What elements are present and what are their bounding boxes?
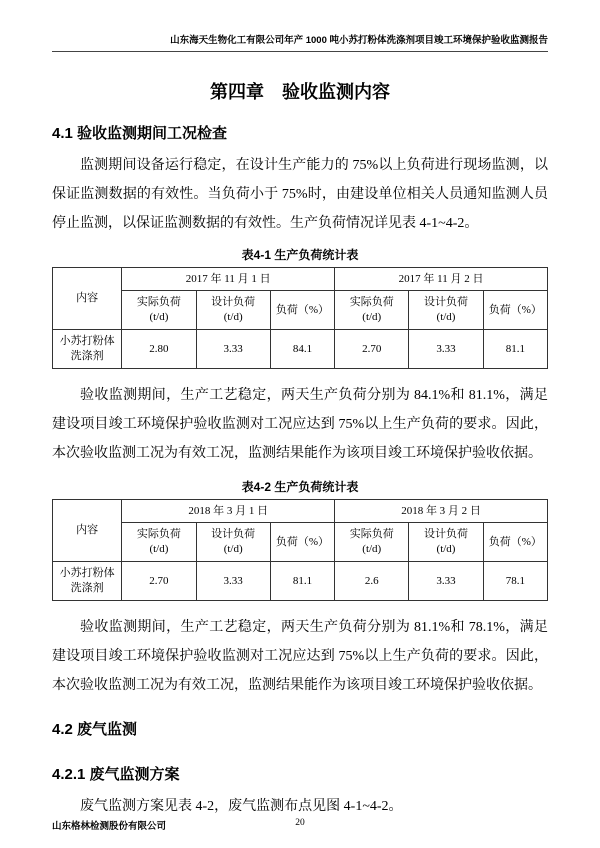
header-cell-date-1: 2017 年 11 月 1 日 <box>122 268 335 291</box>
header-cell-load-percent-1: 负荷（%） <box>270 523 334 562</box>
section-heading-4-2-1: 4.2.1 废气监测方案 <box>52 766 180 783</box>
header-cell-load-percent-2: 负荷（%） <box>483 523 547 562</box>
page-footer <box>52 818 548 832</box>
value-cell: 81.1 <box>483 330 547 369</box>
design-load-label: 设计负荷 <box>211 296 256 308</box>
actual-load-unit: (t/d) <box>149 543 169 555</box>
header-cell-actual-load-1 <box>122 523 196 562</box>
table-row <box>53 562 548 601</box>
header-cell-actual-load-2 <box>335 291 409 330</box>
table-caption-4-2: 表4-2 生产负荷统计表 <box>241 480 359 494</box>
design-load-unit: (t/d) <box>223 543 243 555</box>
header-cell-load-percent-1: 负荷（%） <box>270 291 334 330</box>
header-cell-content: 内容 <box>53 500 122 562</box>
paragraph-conclusion-2018: 验收监测期间，生产工艺稳定，两天生产负荷分别为 81.1%和 78.1%，满足建设项目竣工环境保护验收监测对工况应达到 75%以上生产负荷的要求。因此，本次验收监测工况为有效工况，监测结果能作为该项目竣工环境保护验收依据。 <box>52 620 548 693</box>
design-load-unit: (t/d) <box>223 311 243 323</box>
header-cell-date-1: 2018 年 3 月 1 日 <box>122 500 335 523</box>
value-cell: 3.33 <box>196 562 270 601</box>
value-cell: 2.80 <box>122 330 196 369</box>
header-cell-actual-load-2 <box>335 523 409 562</box>
actual-load-label: 实际负荷 <box>136 296 181 308</box>
header-cell-design-load-2 <box>409 291 483 330</box>
value-cell: 3.33 <box>196 330 270 369</box>
value-cell: 84.1 <box>270 330 334 369</box>
design-load-label: 设计负荷 <box>424 296 469 308</box>
row-label-cell: 小苏打粉体洗涤剂 <box>53 330 122 369</box>
value-cell: 2.70 <box>335 330 409 369</box>
footer-page-number: 20 <box>295 818 305 828</box>
actual-load-unit: (t/d) <box>362 311 382 323</box>
header-cell-date-2: 2018 年 3 月 2 日 <box>335 500 548 523</box>
header-cell-load-percent-2: 负荷（%） <box>483 291 547 330</box>
table-caption-4-1: 表4-1 生产负荷统计表 <box>241 248 359 262</box>
design-load-unit: (t/d) <box>436 311 456 323</box>
value-cell: 3.33 <box>409 562 483 601</box>
header-cell-design-load-1 <box>196 291 270 330</box>
actual-load-unit: (t/d) <box>362 543 382 555</box>
chapter-title: 第四章 验收监测内容 <box>210 82 390 102</box>
header-cell-date-2: 2017 年 11 月 2 日 <box>335 268 548 291</box>
value-cell: 2.6 <box>335 562 409 601</box>
actual-load-label: 实际负荷 <box>349 296 394 308</box>
section-heading-4-1: 4.1 验收监测期间工况检查 <box>52 125 228 142</box>
document-header-title: 山东海天生物化工有限公司年产 1000 吨小苏打粉体洗涤剂项目竣工环境保护验收监测报告 <box>52 32 548 52</box>
paragraph-conclusion-2017: 验收监测期间，生产工艺稳定，两天生产负荷分别为 84.1%和 81.1%，满足建设项目竣工环境保护验收监测对工况应达到 75%以上生产负荷的要求。因此，本次验收监测工况为有效工况，监测结果能作为该项目竣工环境保护验收依据。 <box>52 388 548 461</box>
header-cell-content: 内容 <box>53 268 122 330</box>
row-label-cell: 小苏打粉体洗涤剂 <box>53 562 122 601</box>
header-cell-actual-load-1 <box>122 291 196 330</box>
value-cell: 81.1 <box>270 562 334 601</box>
table-4-1 <box>52 267 548 369</box>
header-cell-design-load-1 <box>196 523 270 562</box>
header-cell-design-load-2 <box>409 523 483 562</box>
value-cell: 2.70 <box>122 562 196 601</box>
footer-company-name: 山东格林检测股份有限公司 <box>52 821 167 832</box>
table-4-2 <box>52 499 548 601</box>
actual-load-label: 实际负荷 <box>136 528 181 540</box>
design-load-label: 设计负荷 <box>424 528 469 540</box>
actual-load-unit: (t/d) <box>149 311 169 323</box>
value-cell: 3.33 <box>409 330 483 369</box>
design-load-unit: (t/d) <box>436 543 456 555</box>
value-cell: 78.1 <box>483 562 547 601</box>
section-heading-4-2: 4.2 废气监测 <box>52 721 138 738</box>
actual-load-label: 实际负荷 <box>349 528 394 540</box>
paragraph-workload-check: 监测期间设备运行稳定，在设计生产能力的 75%以上负荷进行现场监测，以保证监测数据的有效性。当负荷小于 75%时，由建设单位相关人员通知监测人员停止监测，以保证监测数据的有效性。生产负荷情况详见表 4-1~4-2。 <box>52 158 548 231</box>
paragraph-gas-monitoring-plan: 废气监测方案见表 4-2，废气监测布点见图 4-1~4-2。 <box>80 799 403 814</box>
table-row <box>53 330 548 369</box>
design-load-label: 设计负荷 <box>211 528 256 540</box>
